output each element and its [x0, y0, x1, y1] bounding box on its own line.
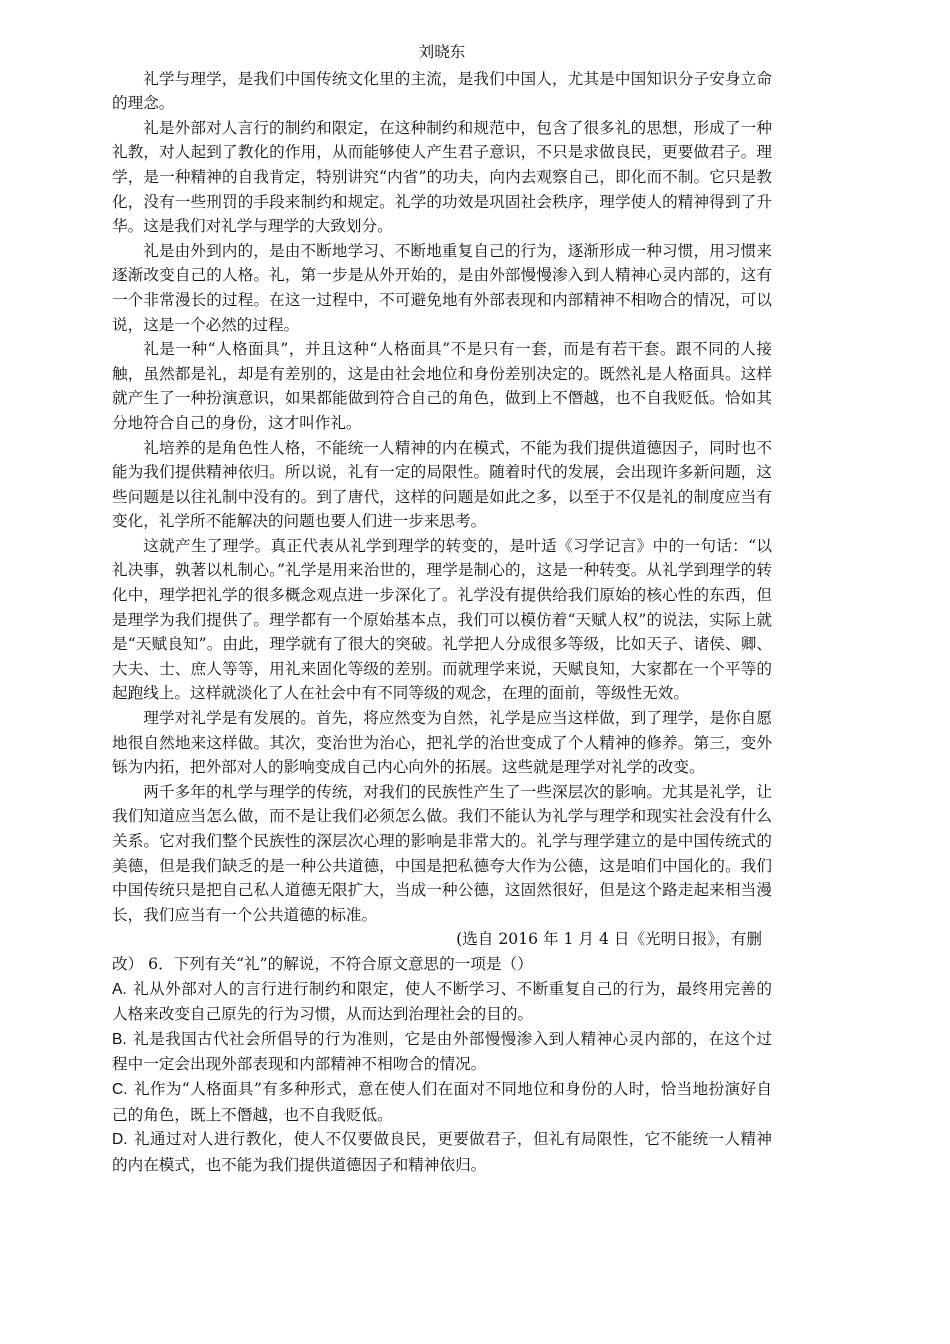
paragraph-7: 理学对礼学是有发展的。首先，将应然变为自然，礼学是应当这样做，到了理学，是你自愿地很自然地来这样做。其次，变治世为治心，把礼学的治世变成了个人精神的修养。第三，变外铄为内拓，把外部对人的影响变成自己内心向外的拓展。这些就是理学对礼学的改变。 [112, 709, 772, 777]
option-a-letter: A. [112, 980, 127, 998]
option-a [112, 977, 772, 1027]
option-d-letter: D. [112, 1131, 128, 1149]
option-d [112, 1127, 772, 1177]
paragraph-3: 礼是由外到内的，是由不断地学习、不断地重复自己的行为，逐渐形成一种习惯，用习惯来逐渐改变自己的人格。礼，第一步是从外开始的，是由外部慢慢渗入到人精神心灵内部的，这有一个非常漫长的过程。在这一过程中，不可避免地有外部表现和内部精神不相吻合的情况，可以说，这是一个必然的过程。 [112, 241, 772, 334]
option-c-letter: C. [112, 1080, 128, 1098]
option-d-text: 礼通过对人进行教化，使人不仅要做良民，更要做君子，但礼有局限性，它不能统一人精神的内在模式，也不能为我们提供道德因子和精神依归。 [112, 1130, 772, 1174]
source-citation [112, 927, 772, 976]
source-citation-tail: 改） [112, 954, 144, 973]
source-citation-main: (选自 2016 年 1 月 4 日《光明日报》，有删 [456, 930, 762, 949]
question-stem: 6．下列有关“礼”的解说，不符合原文意思的一项是（） [148, 954, 533, 973]
paragraph-2: 礼是外部对人言行的制约和限定，在这种制约和规范中，包含了很多礼的思想，形成了一种礼教，对人起到了教化的作用，从而能够使人产生君子意识，不只是求做良民，更要做君子。理学，是一种精神的自我肯定，特别讲究“内省”的功夫，向内去观察自己，即化而不制。它只是教化，没有一些刑罚的手段来制约和规定。礼学的功效是巩固社会秩序，理学使人的精神得到了升华。这是我们对礼学与理学的大致划分。 [112, 118, 772, 236]
option-c [112, 1077, 772, 1127]
option-b [112, 1027, 772, 1077]
option-b-letter: B. [112, 1030, 127, 1048]
option-b-text: 礼是我国古代社会所倡导的行为准则，它是由外部慢慢渗入到人精神心灵内部的，在这个过程中一定会出现外部表现和内部精神不相吻合的情况。 [112, 1029, 772, 1074]
paragraph-6: 这就产生了理学。真正代表从礼学到理学的转变的，是叶适《习学记言》中的一句话：“以礼决事，孰著以札制心。”礼学是用来治世的，理学是制心的，这是一种转变。从礼学到理学的转化中，理学把礼学的很多概念观点进一步深化了。礼学没有提供给我们原始的核心性的东西，但是理学为我们提供了。理学都有一个原始基本点，我们可以模仿着“天赋人权”的说法，实际上就是“天赋良知”。由此，理学就有了很大的突破。礼学把人分成很多等级，比如天子、诸侯、卿、大夫、士、庶人等等，用礼来固化等级的差别。而就理学来说，天赋良知，大家都在一个平等的起跑线上。这样就淡化了人在社会中有不同等级的观念，在理的面前，等级性无效。 [112, 536, 772, 703]
paragraph-8: 两千多年的札学与理学的传统，对我们的民族性产生了一些深层次的影响。尤其是礼学，让我们知道应当怎么做，而不是让我们必须怎么做。我们不能认为礼学与理学和现实社会没有什么关系。它对我们整个民族性的深层次心理的影响是非常大的。礼学与理学建立的是中国传统式的美德，但是我们缺乏的是一种公共道德，中国是把私德夸大作为公德，这是咱们中国化的。我们中国传统只是把自己私人道德无限扩大，当成一种公德，这固然很好，但是这个路走起来相当漫长，我们应当有一个公共道德的标准。 [112, 782, 772, 924]
paragraph-4: 礼是一种“人格面具”，并且这种“人格面具”不是只有一套，而是有若干套。跟不同的人接触，虽然都是礼，却是有差别的，这是由社会地位和身份差别决定的。既然礼是人格面具。这样就产生了一种扮演意识，如果都能做到符合自己的角色，做到上不僭越，也不自我贬低。恰如其分地符合自己的身份，这才叫作礼。 [112, 340, 772, 432]
paragraph-1: 礼学与理学，是我们中国传统文化里的主流，是我们中国人，尤其是中国知识分子安身立命的理念。 [112, 69, 772, 113]
option-a-text: 礼从外部对人的言行进行制约和限定，使人不断学习、不断重复自己的行为，最终用完善的人格来改变自己原先的行为习惯，从而达到治理社会的目的。 [112, 979, 772, 1024]
document-page [112, 40, 772, 1177]
author-name: 刘晓东 [418, 43, 466, 61]
paragraph-5: 礼培养的是角色性人格，不能统一人精神的内在模式，不能为我们提供道德因子，同时也不能为我们提供精神依归。所以说，礼有一定的局限性。随着时代的发展，会出现许多新问题，这些问题是以往礼制中没有的。到了唐代，这样的问题是如此之多，以至于不仅是礼的制度应当有变化，礼学所不能解决的问题也要人们进一步来思考。 [112, 438, 772, 531]
option-c-text: 礼作为“人格面具”有多种形式，意在使人们在面对不同地位和身份的人时，恰当地扮演好自己的角色，既上不僭越，也不自我贬低。 [112, 1079, 772, 1124]
